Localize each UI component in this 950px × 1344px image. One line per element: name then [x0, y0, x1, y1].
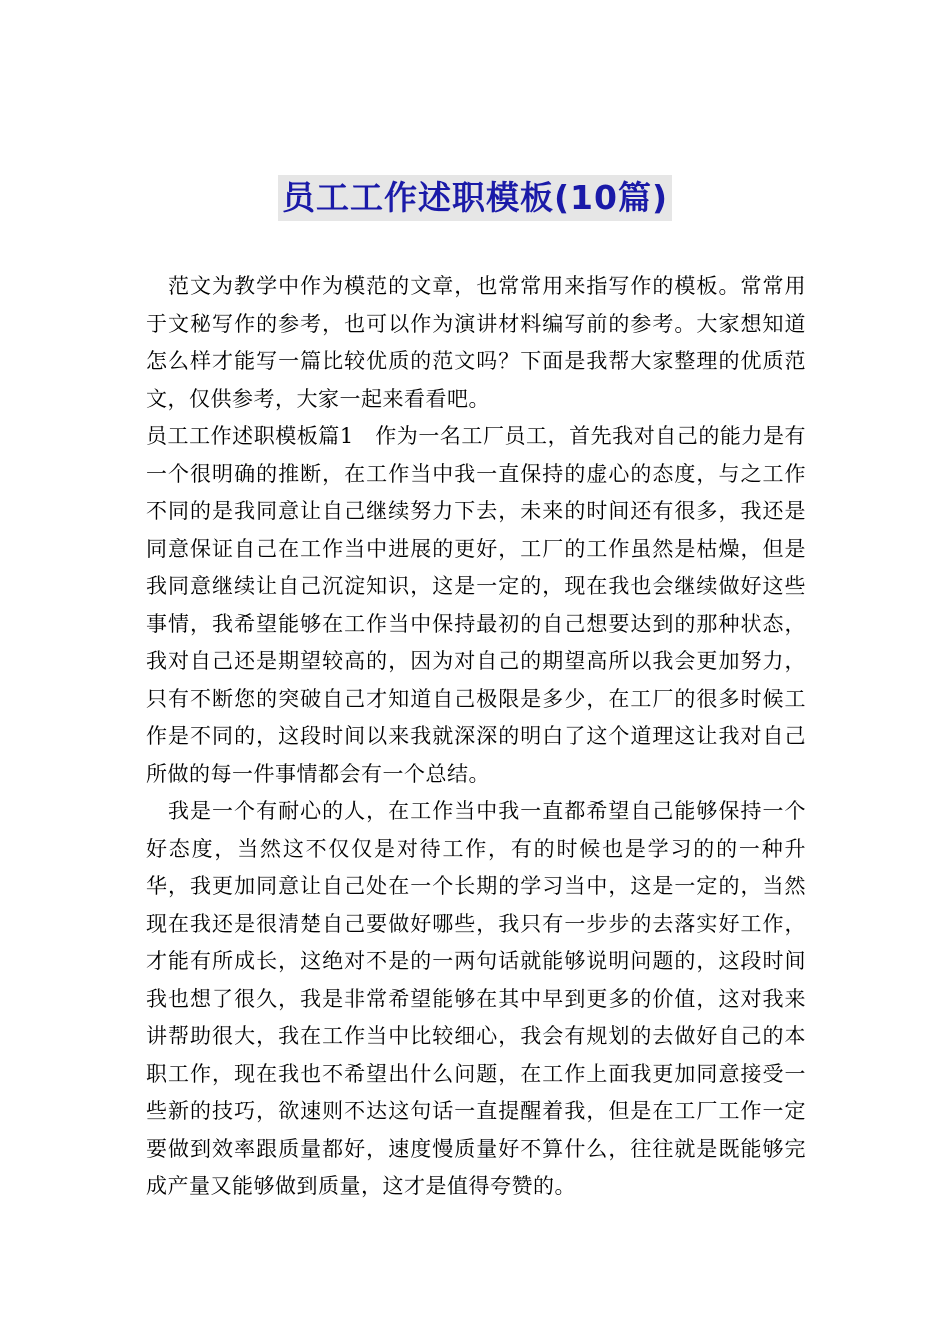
title-wrapper — [0, 175, 950, 221]
section-1-heading: 员工工作述职模板篇1 — [146, 424, 354, 448]
section-1-paragraph-1 — [146, 418, 806, 793]
intro-paragraph: 范文为教学中作为模范的文章，也常常用来指写作的模板。常常用于文秘写作的参考，也可以作为演讲材料编写前的参考。大家想知道怎么样才能写一篇比较优质的范文吗？下面是我帮大家整理的优质范文，仅供参考，大家一起来看看吧。 — [146, 274, 806, 411]
document-body — [146, 268, 806, 1206]
section-1-paragraph-2: 我是一个有耐心的人，在工作当中我一直都希望自己能够保持一个好态度，当然这不仅仅是对待工作，有的时候也是学习的的一种升华，我更加同意让自己处在一个长期的学习当中，这是一定的，当然现在我还是很清楚自己要做好哪些，我只有一步步的去落实好工作，才能有所成长，这绝对不是的一两句话就能够说明问题的，这段时间我也想了很久，我是非常希望能够在其中早到更多的价值，这对我来讲帮助很大，我在工作当中比较细心，我会有规划的去做好自己的本职工作，现在我也不希望出什么问题，在工作上面我更加同意接受一些新的技巧，欲速则不达这句话一直提醒着我，但是在工厂工作一定要做到效率跟质量都好，速度慢质量好不算什么，往往就是既能够完成产量又能够做到质量，这才是值得夸赞的。 — [146, 799, 806, 1198]
document-title: 员工工作述职模板(10篇) — [278, 175, 672, 221]
section-1-paragraph-1-text: 作为一名工厂员工，首先我对自己的能力是有一个很明确的推断，在工作当中我一直保持的虚心的态度，与之工作不同的是我同意让自己继续努力下去，未来的时间还有很多，我还是同意保证自己在工作当中进展的更好，工厂的工作虽然是枯燥，但是我同意继续让自己沉淀知识，这是一定的，现在我也会继续做好这些事情，我希望能够在工作当中保持最初的自己想要达到的那种状态，我对自己还是期望较高的，因为对自己的期望高所以我会更加努力，只有不断您的突破自己才知道自己极限是多少，在工厂的很多时候工作是不同的，这段时间以来我就深深的明白了这个道理这让我对自己所做的每一件事情都会有一个总结。 — [146, 424, 806, 786]
